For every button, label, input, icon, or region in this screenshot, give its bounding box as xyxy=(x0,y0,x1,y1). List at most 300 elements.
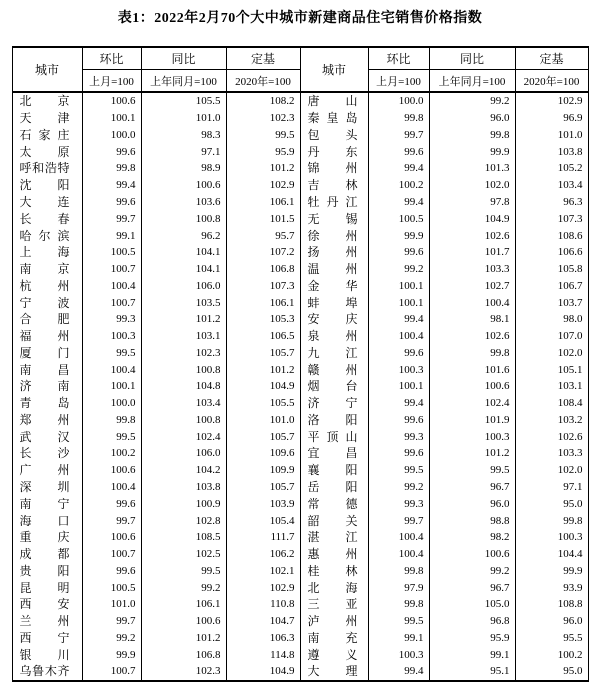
value-cell: 109.6 xyxy=(226,445,300,462)
table-row xyxy=(12,177,588,194)
city-cell xyxy=(12,344,82,361)
city-name: 呼 和 浩 特 xyxy=(19,161,70,176)
city-name: 赣 州 xyxy=(307,362,358,377)
header-mom-base-left: 上月=100 xyxy=(82,70,141,93)
value-cell: 100.3 xyxy=(82,328,141,345)
value-cell: 101.2 xyxy=(141,311,226,328)
table-row xyxy=(12,596,588,613)
value-cell: 99.8 xyxy=(82,412,141,429)
value-cell: 99.2 xyxy=(368,261,429,278)
value-cell: 107.3 xyxy=(226,277,300,294)
header-yoy-right: 同比 xyxy=(429,47,515,70)
table-row xyxy=(12,110,588,127)
value-cell: 100.6 xyxy=(429,378,515,395)
value-cell: 101.0 xyxy=(515,127,588,144)
value-cell: 99.7 xyxy=(368,512,429,529)
value-cell: 103.3 xyxy=(429,261,515,278)
table-row xyxy=(12,479,588,496)
city-cell xyxy=(300,546,368,563)
value-cell: 101.2 xyxy=(141,630,226,647)
city-cell xyxy=(12,529,82,546)
city-cell xyxy=(12,663,82,681)
value-cell: 102.0 xyxy=(429,177,515,194)
value-cell: 96.3 xyxy=(515,194,588,211)
city-cell xyxy=(12,395,82,412)
value-cell: 98.2 xyxy=(429,529,515,546)
value-cell: 108.2 xyxy=(226,92,300,110)
value-cell: 100.4 xyxy=(82,479,141,496)
table-row xyxy=(12,92,588,110)
city-name: 金 华 xyxy=(307,278,358,293)
value-cell: 96.7 xyxy=(429,579,515,596)
city-cell xyxy=(12,110,82,127)
value-cell: 100.5 xyxy=(368,210,429,227)
city-name: 南 宁 xyxy=(19,496,70,511)
city-cell xyxy=(12,412,82,429)
table-row xyxy=(12,445,588,462)
city-name: 秦 皇 岛 xyxy=(307,111,358,126)
city-name: 桂 林 xyxy=(307,563,358,578)
city-cell xyxy=(300,210,368,227)
value-cell: 99.6 xyxy=(368,143,429,160)
value-cell: 99.7 xyxy=(82,613,141,630)
value-cell: 99.6 xyxy=(368,445,429,462)
city-name: 厦 门 xyxy=(19,345,70,360)
city-name: 九 江 xyxy=(307,345,358,360)
city-cell xyxy=(12,613,82,630)
value-cell: 99.3 xyxy=(368,495,429,512)
value-cell: 106.0 xyxy=(141,445,226,462)
value-cell: 102.0 xyxy=(515,462,588,479)
value-cell: 100.5 xyxy=(82,579,141,596)
city-name: 宜 昌 xyxy=(307,446,358,461)
value-cell: 99.4 xyxy=(368,160,429,177)
value-cell: 103.1 xyxy=(515,378,588,395)
value-cell: 99.8 xyxy=(515,512,588,529)
header-yoy-base-left: 上年同月=100 xyxy=(141,70,226,93)
value-cell: 99.6 xyxy=(368,344,429,361)
value-cell: 100.6 xyxy=(141,177,226,194)
value-cell: 106.2 xyxy=(226,546,300,563)
city-cell xyxy=(300,445,368,462)
value-cell: 100.6 xyxy=(82,529,141,546)
value-cell: 100.6 xyxy=(82,92,141,110)
value-cell: 97.8 xyxy=(429,194,515,211)
value-cell: 107.0 xyxy=(515,328,588,345)
value-cell: 106.6 xyxy=(515,244,588,261)
table-row xyxy=(12,378,588,395)
city-name: 合 肥 xyxy=(19,312,70,327)
value-cell: 99.2 xyxy=(82,630,141,647)
value-cell: 106.3 xyxy=(226,630,300,647)
city-name: 上 海 xyxy=(19,245,70,260)
table-row xyxy=(12,143,588,160)
value-cell: 99.9 xyxy=(82,646,141,663)
value-cell: 96.0 xyxy=(515,613,588,630)
city-name: 哈 尔 滨 xyxy=(19,228,70,243)
value-cell: 100.2 xyxy=(82,445,141,462)
city-cell xyxy=(12,244,82,261)
city-cell xyxy=(12,562,82,579)
value-cell: 97.1 xyxy=(515,479,588,496)
city-name: 北 京 xyxy=(19,94,70,109)
value-cell: 101.0 xyxy=(141,110,226,127)
city-cell xyxy=(300,92,368,110)
city-name: 烟 台 xyxy=(307,379,358,394)
city-name: 长 沙 xyxy=(19,446,70,461)
city-name: 银 川 xyxy=(19,647,70,662)
value-cell: 100.0 xyxy=(368,92,429,110)
city-name: 平 顶 山 xyxy=(307,429,358,444)
value-cell: 101.2 xyxy=(226,361,300,378)
city-name: 包 头 xyxy=(307,127,358,142)
city-cell xyxy=(12,177,82,194)
city-cell xyxy=(300,462,368,479)
table-row xyxy=(12,495,588,512)
value-cell: 103.9 xyxy=(226,495,300,512)
value-cell: 106.1 xyxy=(226,194,300,211)
value-cell: 108.4 xyxy=(515,395,588,412)
value-cell: 106.0 xyxy=(141,277,226,294)
city-cell xyxy=(300,529,368,546)
value-cell: 101.7 xyxy=(429,244,515,261)
value-cell: 99.6 xyxy=(82,143,141,160)
city-name: 济 南 xyxy=(19,379,70,394)
value-cell: 98.0 xyxy=(515,311,588,328)
city-name: 昆 明 xyxy=(19,580,70,595)
table-row xyxy=(12,529,588,546)
value-cell: 102.3 xyxy=(141,663,226,681)
city-name: 大 连 xyxy=(19,194,70,209)
value-cell: 100.6 xyxy=(429,546,515,563)
city-cell xyxy=(300,110,368,127)
value-cell: 100.7 xyxy=(82,663,141,681)
value-cell: 101.3 xyxy=(429,160,515,177)
value-cell: 102.7 xyxy=(429,277,515,294)
city-cell xyxy=(300,562,368,579)
city-name: 郑 州 xyxy=(19,412,70,427)
city-cell xyxy=(12,143,82,160)
value-cell: 103.8 xyxy=(141,479,226,496)
value-cell: 99.4 xyxy=(368,395,429,412)
city-cell xyxy=(12,596,82,613)
value-cell: 105.4 xyxy=(226,512,300,529)
value-cell: 103.6 xyxy=(141,194,226,211)
value-cell: 99.3 xyxy=(368,428,429,445)
city-name: 沈 阳 xyxy=(19,178,70,193)
city-cell xyxy=(12,361,82,378)
table-body xyxy=(12,92,588,681)
value-cell: 100.1 xyxy=(82,110,141,127)
value-cell: 104.1 xyxy=(141,244,226,261)
value-cell: 114.8 xyxy=(226,646,300,663)
table-row xyxy=(12,194,588,211)
city-name: 南 昌 xyxy=(19,362,70,377)
value-cell: 96.0 xyxy=(429,110,515,127)
city-name: 北 海 xyxy=(307,580,358,595)
header-fixed-base-left: 2020年=100 xyxy=(226,70,300,93)
value-cell: 100.1 xyxy=(368,294,429,311)
value-cell: 96.8 xyxy=(429,613,515,630)
header-fixed-right: 定基 xyxy=(515,47,588,70)
city-name: 岳 阳 xyxy=(307,479,358,494)
value-cell: 100.8 xyxy=(141,412,226,429)
value-cell: 110.8 xyxy=(226,596,300,613)
value-cell: 99.5 xyxy=(226,127,300,144)
city-cell xyxy=(300,646,368,663)
value-cell: 101.2 xyxy=(226,160,300,177)
value-cell: 100.5 xyxy=(82,244,141,261)
value-cell: 99.5 xyxy=(82,344,141,361)
value-cell: 106.1 xyxy=(141,596,226,613)
table-row xyxy=(12,361,588,378)
city-name: 温 州 xyxy=(307,262,358,277)
header-mom-base-right: 上月=100 xyxy=(368,70,429,93)
value-cell: 104.9 xyxy=(226,378,300,395)
city-name: 青 岛 xyxy=(19,396,70,411)
value-cell: 99.7 xyxy=(368,127,429,144)
city-cell xyxy=(12,579,82,596)
city-cell xyxy=(300,378,368,395)
price-index-table xyxy=(12,46,589,682)
value-cell: 102.5 xyxy=(141,546,226,563)
city-name: 太 原 xyxy=(19,144,70,159)
value-cell: 103.7 xyxy=(515,294,588,311)
value-cell: 105.3 xyxy=(226,311,300,328)
city-name: 福 州 xyxy=(19,329,70,344)
header-mom-left: 环比 xyxy=(82,47,141,70)
header-fixed-left: 定基 xyxy=(226,47,300,70)
value-cell: 96.9 xyxy=(515,110,588,127)
value-cell: 103.2 xyxy=(515,412,588,429)
value-cell: 102.6 xyxy=(429,227,515,244)
value-cell: 99.7 xyxy=(82,512,141,529)
city-name: 重 庆 xyxy=(19,530,70,545)
value-cell: 105.8 xyxy=(515,261,588,278)
city-cell xyxy=(12,479,82,496)
city-name: 天 津 xyxy=(19,111,70,126)
value-cell: 99.8 xyxy=(82,160,141,177)
value-cell: 102.6 xyxy=(515,428,588,445)
value-cell: 106.7 xyxy=(515,277,588,294)
value-cell: 98.8 xyxy=(429,512,515,529)
table-row xyxy=(12,261,588,278)
city-name: 泸 州 xyxy=(307,614,358,629)
value-cell: 99.8 xyxy=(429,127,515,144)
value-cell: 99.1 xyxy=(82,227,141,244)
table-row xyxy=(12,395,588,412)
table-row xyxy=(12,127,588,144)
city-name: 贵 阳 xyxy=(19,563,70,578)
value-cell: 102.0 xyxy=(515,344,588,361)
city-name: 吉 林 xyxy=(307,178,358,193)
table-row xyxy=(12,546,588,563)
value-cell: 100.3 xyxy=(368,361,429,378)
value-cell: 108.5 xyxy=(141,529,226,546)
city-cell xyxy=(12,630,82,647)
value-cell: 103.4 xyxy=(515,177,588,194)
city-cell xyxy=(12,160,82,177)
city-name: 泉 州 xyxy=(307,329,358,344)
value-cell: 100.8 xyxy=(141,210,226,227)
value-cell: 98.9 xyxy=(141,160,226,177)
value-cell: 99.2 xyxy=(141,579,226,596)
city-cell xyxy=(12,194,82,211)
city-name: 深 圳 xyxy=(19,479,70,494)
value-cell: 104.8 xyxy=(141,378,226,395)
value-cell: 106.1 xyxy=(226,294,300,311)
value-cell: 102.1 xyxy=(226,562,300,579)
value-cell: 101.5 xyxy=(226,210,300,227)
city-cell xyxy=(12,328,82,345)
value-cell: 99.2 xyxy=(429,562,515,579)
value-cell: 96.0 xyxy=(429,495,515,512)
value-cell: 99.1 xyxy=(368,630,429,647)
value-cell: 105.1 xyxy=(515,361,588,378)
city-cell xyxy=(12,495,82,512)
value-cell: 96.7 xyxy=(429,479,515,496)
value-cell: 111.7 xyxy=(226,529,300,546)
value-cell: 99.8 xyxy=(368,110,429,127)
city-name: 徐 州 xyxy=(307,228,358,243)
city-name: 常 德 xyxy=(307,496,358,511)
city-cell xyxy=(300,412,368,429)
value-cell: 100.4 xyxy=(82,361,141,378)
city-name: 惠 州 xyxy=(307,547,358,562)
table-row xyxy=(12,244,588,261)
city-name: 湛 江 xyxy=(307,530,358,545)
value-cell: 105.5 xyxy=(226,395,300,412)
city-name: 南 京 xyxy=(19,262,70,277)
city-cell xyxy=(300,160,368,177)
city-cell xyxy=(12,261,82,278)
city-cell xyxy=(12,428,82,445)
value-cell: 99.6 xyxy=(82,194,141,211)
value-cell: 104.7 xyxy=(226,613,300,630)
city-cell xyxy=(300,512,368,529)
city-cell xyxy=(300,395,368,412)
value-cell: 100.7 xyxy=(82,261,141,278)
value-cell: 95.1 xyxy=(429,663,515,681)
table-row xyxy=(12,412,588,429)
value-cell: 104.9 xyxy=(226,663,300,681)
city-cell xyxy=(12,294,82,311)
value-cell: 105.7 xyxy=(226,428,300,445)
city-cell xyxy=(300,663,368,681)
city-cell xyxy=(300,596,368,613)
city-name: 长 春 xyxy=(19,211,70,226)
value-cell: 99.7 xyxy=(82,210,141,227)
value-cell: 101.0 xyxy=(82,596,141,613)
value-cell: 106.8 xyxy=(141,646,226,663)
value-cell: 100.7 xyxy=(82,294,141,311)
value-cell: 100.1 xyxy=(368,277,429,294)
value-cell: 100.0 xyxy=(82,395,141,412)
table-row xyxy=(12,344,588,361)
city-cell xyxy=(12,512,82,529)
city-name: 扬 州 xyxy=(307,245,358,260)
value-cell: 104.2 xyxy=(141,462,226,479)
value-cell: 99.2 xyxy=(368,479,429,496)
value-cell: 96.2 xyxy=(141,227,226,244)
value-cell: 99.8 xyxy=(429,344,515,361)
value-cell: 104.1 xyxy=(141,261,226,278)
city-cell xyxy=(300,244,368,261)
value-cell: 99.4 xyxy=(368,194,429,211)
city-cell xyxy=(300,344,368,361)
value-cell: 95.9 xyxy=(429,630,515,647)
header-yoy-base-right: 上年同月=100 xyxy=(429,70,515,93)
city-cell xyxy=(300,143,368,160)
value-cell: 107.3 xyxy=(515,210,588,227)
city-name: 三 亚 xyxy=(307,597,358,612)
value-cell: 99.5 xyxy=(429,462,515,479)
city-name: 丹 东 xyxy=(307,144,358,159)
table-row xyxy=(12,328,588,345)
value-cell: 99.6 xyxy=(82,495,141,512)
value-cell: 100.8 xyxy=(141,361,226,378)
value-cell: 93.9 xyxy=(515,579,588,596)
city-cell xyxy=(12,277,82,294)
value-cell: 102.4 xyxy=(141,428,226,445)
city-name: 韶 关 xyxy=(307,513,358,528)
city-cell xyxy=(300,479,368,496)
table-row xyxy=(12,210,588,227)
city-cell xyxy=(12,646,82,663)
city-name: 西 宁 xyxy=(19,630,70,645)
value-cell: 100.3 xyxy=(515,529,588,546)
city-cell xyxy=(300,328,368,345)
table-row xyxy=(12,630,588,647)
value-cell: 105.7 xyxy=(226,479,300,496)
value-cell: 104.9 xyxy=(429,210,515,227)
city-name: 锦 州 xyxy=(307,161,358,176)
value-cell: 100.1 xyxy=(368,378,429,395)
value-cell: 106.8 xyxy=(226,261,300,278)
value-cell: 102.9 xyxy=(226,579,300,596)
city-name: 济 宁 xyxy=(307,396,358,411)
value-cell: 102.8 xyxy=(141,512,226,529)
city-cell xyxy=(12,378,82,395)
value-cell: 102.9 xyxy=(515,92,588,110)
value-cell: 99.5 xyxy=(82,428,141,445)
value-cell: 99.6 xyxy=(368,244,429,261)
value-cell: 108.8 xyxy=(515,596,588,613)
value-cell: 100.4 xyxy=(368,328,429,345)
table-row xyxy=(12,294,588,311)
value-cell: 95.7 xyxy=(226,227,300,244)
city-name: 广 州 xyxy=(19,463,70,478)
city-cell xyxy=(300,579,368,596)
value-cell: 103.1 xyxy=(141,328,226,345)
value-cell: 99.4 xyxy=(82,177,141,194)
city-cell xyxy=(12,445,82,462)
value-cell: 95.5 xyxy=(515,630,588,647)
value-cell: 99.4 xyxy=(368,663,429,681)
city-name: 海 口 xyxy=(19,513,70,528)
value-cell: 100.3 xyxy=(429,428,515,445)
table-row xyxy=(12,227,588,244)
value-cell: 99.1 xyxy=(429,646,515,663)
city-name: 洛 阳 xyxy=(307,412,358,427)
city-cell xyxy=(300,177,368,194)
value-cell: 100.2 xyxy=(368,177,429,194)
value-cell: 99.6 xyxy=(82,562,141,579)
city-name: 牡 丹 江 xyxy=(307,194,358,209)
table-row xyxy=(12,277,588,294)
city-name: 兰 州 xyxy=(19,614,70,629)
value-cell: 100.6 xyxy=(82,462,141,479)
